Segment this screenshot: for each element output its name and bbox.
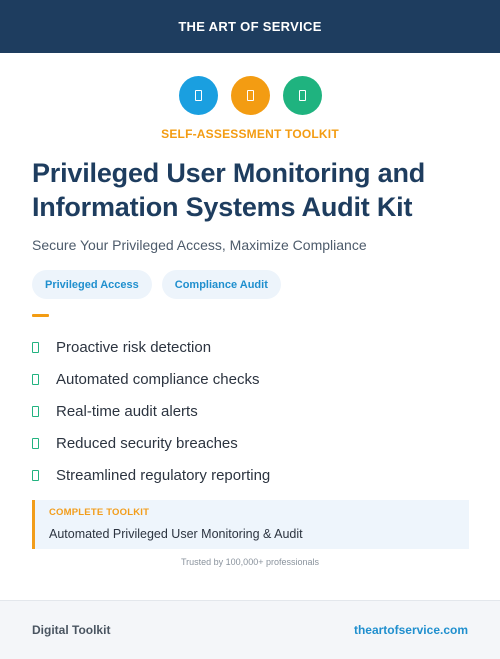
tag-privileged-access: Privileged Access bbox=[32, 270, 152, 299]
feature-label: Streamlined regulatory reporting bbox=[56, 466, 271, 484]
page-subtitle: Secure Your Privileged Access, Maximize Compliance bbox=[32, 237, 367, 253]
feature-label: Reduced security breaches bbox=[56, 434, 238, 452]
feature-item bbox=[32, 363, 270, 395]
document-glyph bbox=[247, 90, 254, 101]
document-glyph bbox=[299, 90, 306, 101]
check-icon bbox=[32, 406, 39, 417]
footer-bar bbox=[0, 600, 500, 659]
feature-list bbox=[32, 331, 270, 491]
website-link[interactable]: theartofservice.com bbox=[353, 623, 468, 637]
icon-row bbox=[0, 76, 500, 115]
feature-item bbox=[32, 331, 270, 363]
trust-line: Trusted by 100,000+ professionals bbox=[180, 557, 319, 567]
callout-text: Automated Privileged User Monitoring & Audit bbox=[49, 527, 303, 541]
tag-list bbox=[32, 270, 281, 299]
page-title: Privileged User Monitoring and Information Systems Audit Kit bbox=[32, 158, 426, 222]
brand-name: THE ART OF SERVICE bbox=[178, 19, 322, 34]
check-icon bbox=[32, 470, 39, 481]
document-glyph bbox=[195, 90, 202, 101]
feature-item bbox=[32, 395, 270, 427]
brand-header-bar bbox=[0, 0, 500, 53]
complete-toolkit-callout bbox=[32, 500, 469, 549]
feature-label: Proactive risk detection bbox=[56, 338, 212, 356]
footer-label: Digital Toolkit bbox=[32, 623, 111, 637]
feature-item bbox=[32, 427, 270, 459]
document-icon bbox=[231, 76, 270, 115]
accent-divider bbox=[32, 314, 49, 317]
check-icon bbox=[32, 374, 39, 385]
feature-label: Automated compliance checks bbox=[56, 370, 260, 388]
feature-label: Real-time audit alerts bbox=[56, 402, 198, 420]
feature-item bbox=[32, 459, 270, 491]
check-icon bbox=[32, 438, 39, 449]
check-icon bbox=[32, 342, 39, 353]
toolkit-kicker: SELF-ASSESSMENT TOOLKIT bbox=[161, 127, 339, 141]
callout-kicker: COMPLETE TOOLKIT bbox=[49, 507, 150, 518]
document-icon bbox=[179, 76, 218, 115]
document-icon bbox=[283, 76, 322, 115]
tag-compliance-audit: Compliance Audit bbox=[162, 270, 281, 299]
